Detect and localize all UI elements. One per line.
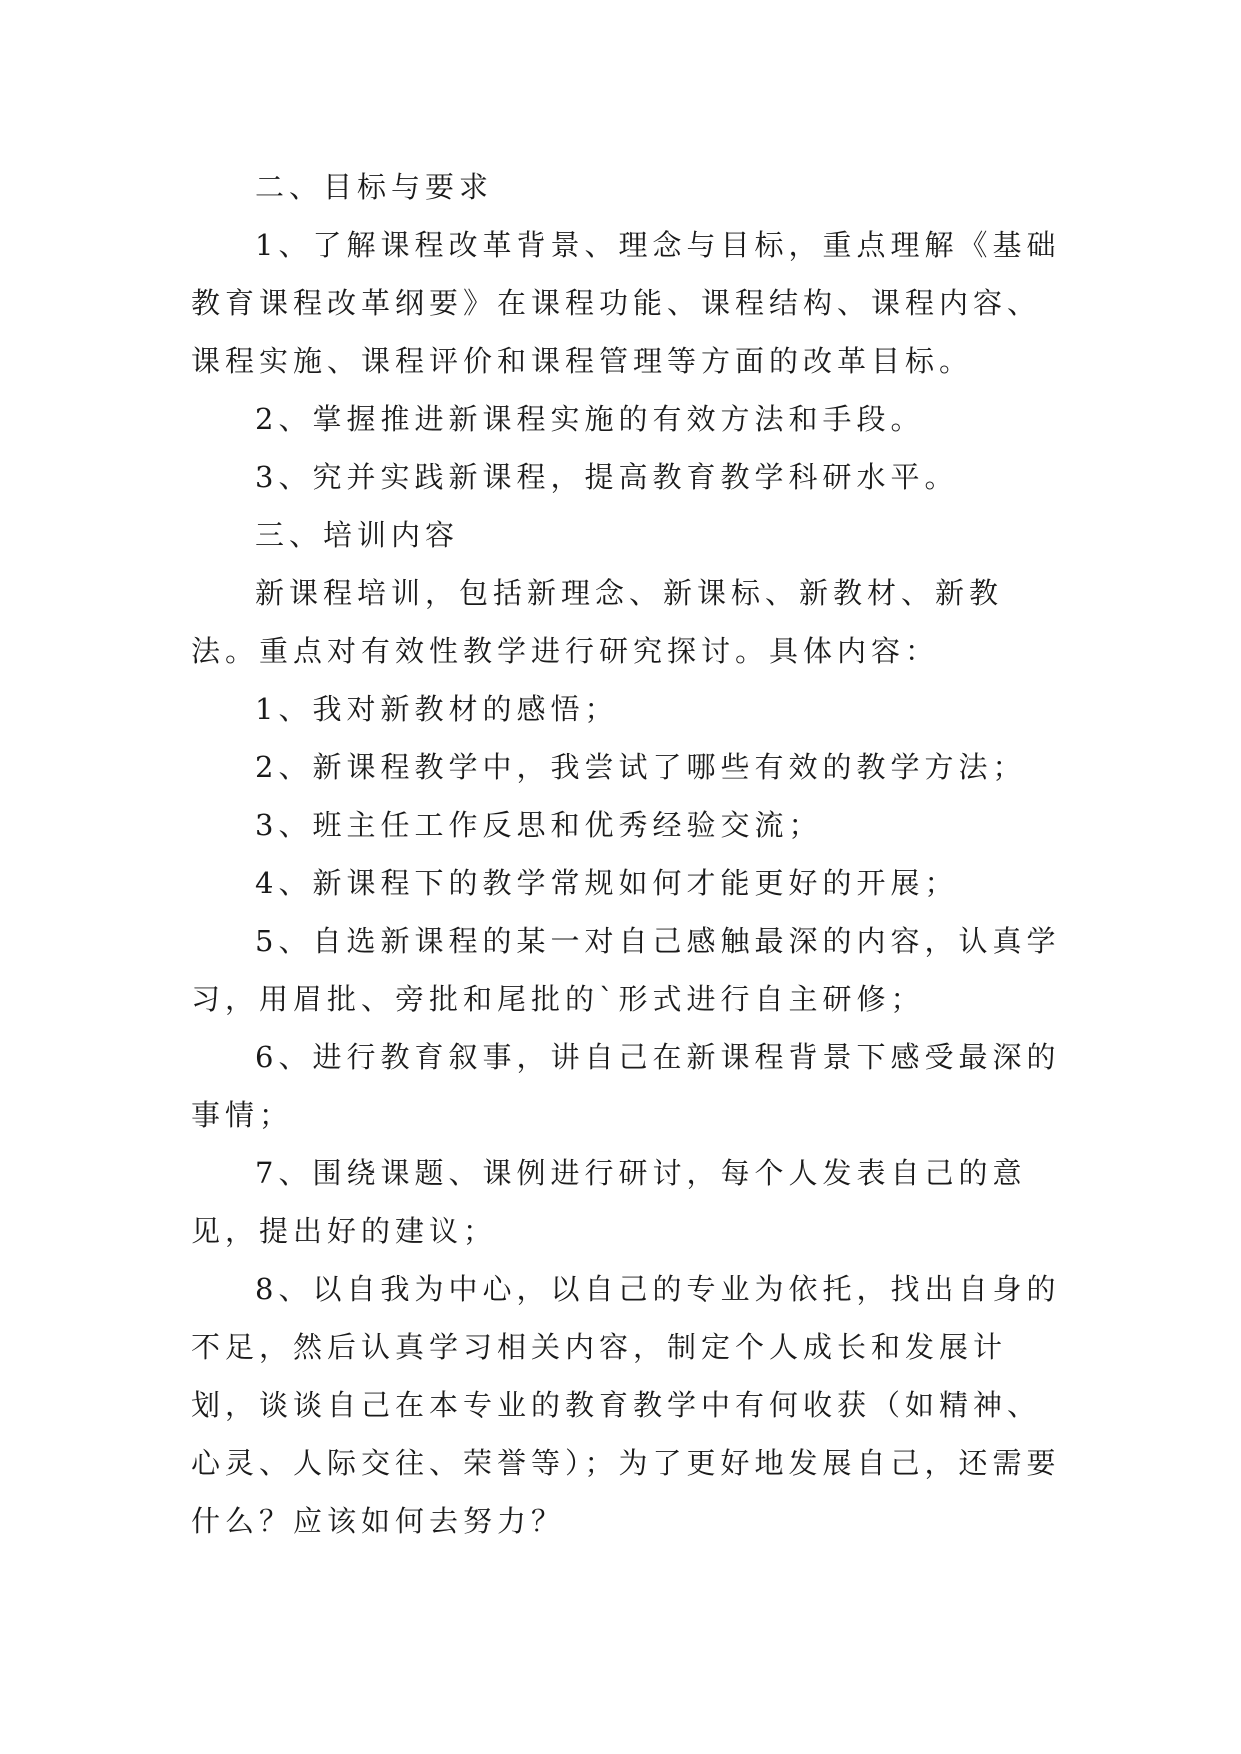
- content-item-2: 2、新课程教学中，我尝试了哪些有效的教学方法；: [255, 750, 1027, 784]
- section-heading-content: 三、培训内容: [255, 518, 460, 552]
- goal-item-1: 1、了解课程改革背景、理念与目标，重点理解《基础教育课程改革纲要》在课程功能、课程结构、课程内容、课程实施、课程评价和课程管理等方面的改革目标。: [191, 228, 1061, 378]
- content-item-4: 4、新课程下的教学常规如何才能更好的开展；: [255, 866, 959, 900]
- content-item-3: 3、班主任工作反思和优秀经验交流；: [255, 808, 823, 842]
- content-item-5: 5、自选新课程的某一对自己感触最深的内容，认真学习，用眉批、旁批和尾批的`形式进行自主研修；: [191, 924, 1061, 1016]
- document-page: [191, 158, 1061, 1550]
- goal-item-2: 2、掌握推进新课程实施的有效方法和手段。: [255, 402, 925, 436]
- content-item-8: 8、以自我为中心，以自己的专业为依托，找出自身的不足，然后认真学习相关内容，制定个人成长和发展计划，谈谈自己在本专业的教育教学中有何收获（如精神、心灵、人际交往、荣誉等）；为了更好地发展自己，还需要什么？应该如何去努力？: [191, 1272, 1061, 1538]
- content-intro-paragraph: 新课程培训，包括新理念、新课标、新教材、新教法。重点对有效性教学进行研究探讨。具体内容：: [191, 576, 1004, 668]
- content-item-1: 1、我对新教材的感悟；: [255, 692, 619, 726]
- content-item-7: 7、围绕课题、课例进行研讨，每个人发表自己的意见，提出好的建议；: [191, 1156, 1027, 1248]
- section-heading-goals: 二、目标与要求: [255, 170, 494, 204]
- content-item-6: 6、进行教育叙事，讲自己在新课程背景下感受最深的事情；: [191, 1040, 1061, 1132]
- goal-item-3: 3、究并实践新课程，提高教育教学科研水平。: [255, 460, 959, 494]
